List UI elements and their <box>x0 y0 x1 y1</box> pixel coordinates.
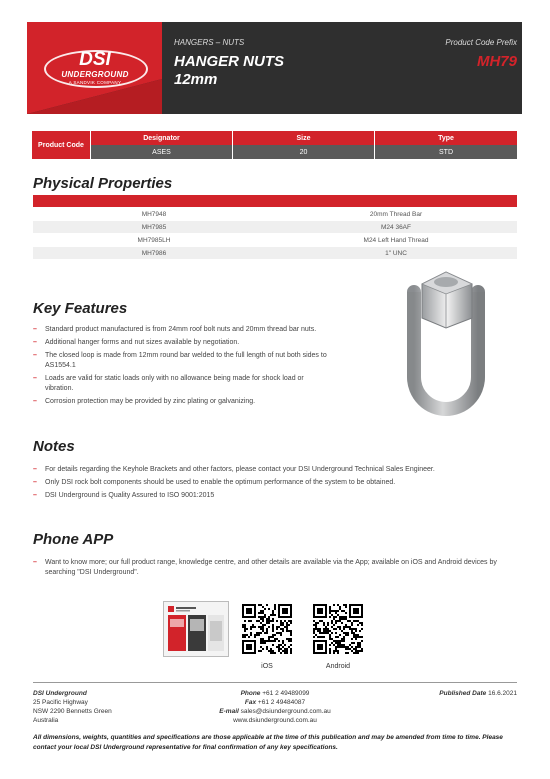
key-features-heading: Key Features <box>33 300 128 317</box>
type-value: STD <box>375 145 517 159</box>
hanger-nut-image <box>392 262 500 424</box>
android-label: Android <box>325 663 351 670</box>
footer-published <box>439 689 517 698</box>
product-title <box>174 53 284 89</box>
description-cell: 1" UNC <box>385 249 407 257</box>
notes-heading: Notes <box>33 438 75 455</box>
product-code-cell: MH7985LH <box>137 236 171 244</box>
list-item: – The closed loop is made from 12mm round bar welded to the full length of nut both sides to AS1554.1 <box>33 351 333 371</box>
physical-properties-heading: Physical Properties <box>33 175 173 192</box>
product-code-cell: MH7985 <box>141 223 167 231</box>
email-label: E-mail <box>219 708 239 715</box>
size-header: Size <box>233 131 374 145</box>
list-item: – Standard product manufactured is from 24mm roof bolt nuts and 20mm thread bar nuts. <box>33 325 333 335</box>
description-cell: M24 36AF <box>381 223 411 231</box>
list-item: – DSI Underground is Quality Assured to ISO 9001:2015 <box>33 491 523 501</box>
description-cell: M24 Left Hand Thread <box>363 236 429 244</box>
email-link[interactable]: sales@dsiunderground.com.au <box>240 708 331 715</box>
table-row <box>33 221 517 233</box>
phone-label: Phone <box>240 690 261 697</box>
notes-list <box>33 465 523 504</box>
type-header: Type <box>375 131 517 145</box>
list-item: – Only DSI rock bolt components should be used to enable the optimum performance of the system to be obtained. <box>33 478 523 488</box>
designator-header: Designator <box>91 131 232 145</box>
logo-tagline: A SANDVIK COMPANY <box>68 80 122 85</box>
ios-label: iOS <box>261 663 273 670</box>
footer-address <box>33 689 112 725</box>
product-title-line1: HANGER NUTS <box>174 53 285 70</box>
table-row <box>33 234 517 246</box>
fax-label: Fax <box>244 699 257 706</box>
list-item: – Additional hanger forms and nut sizes available by negotiation. <box>33 338 333 348</box>
ios-qr-code[interactable] <box>242 604 292 654</box>
description-cell: 20mm Thread Bar <box>369 210 423 218</box>
address-line: NSW 2290 Bennetts Green <box>33 708 112 715</box>
product-title-line2: 12mm <box>174 71 218 88</box>
android-qr-code[interactable] <box>313 604 363 654</box>
product-prefix: MH79 <box>476 53 517 70</box>
fax-number: +61 2 49484087 <box>257 699 306 706</box>
table-row <box>33 247 517 259</box>
category-label: HANGERS – NUTS <box>174 38 245 47</box>
footer-company: DSI Underground <box>33 690 87 697</box>
logo: DSI <box>79 49 111 70</box>
product-code-cell: MH7948 <box>141 210 167 218</box>
logo-subtitle: UNDERGROUND <box>61 70 129 79</box>
disclaimer: All dimensions, weights, quantities and specifications are those applicable at the time of this publication and may be amended from time to time. Please contact your local DSI Underground representative for final confirmation of any key specifications. <box>33 734 503 751</box>
list-item: – Corrosion protection may be provided by zinc plating or galvanizing. <box>33 397 333 407</box>
phone-app-heading: Phone APP <box>33 531 114 548</box>
phone-number[interactable]: +61 2 49489099 <box>262 690 310 697</box>
physical-table-header <box>33 195 517 207</box>
size-value: 20 <box>233 145 374 159</box>
published-date: 16.6.2021 <box>488 690 517 697</box>
key-features-list <box>33 325 333 410</box>
product-prefix-label: Product Code Prefix <box>445 38 517 47</box>
address-line: 25 Pacific Highway <box>33 699 88 706</box>
list-item: – Loads are valid for static loads only with no allowance being made for shock load or vibration. <box>33 374 333 394</box>
app-list <box>33 558 513 581</box>
list-item: – For details regarding the Keyhole Brackets and other factors, please contact your DSI Underground Technical Sales Engineer. <box>33 465 523 475</box>
product-code-cell: MH7986 <box>141 249 167 257</box>
table-row <box>33 208 517 220</box>
address-line: Australia <box>33 717 59 724</box>
published-label: Published Date <box>439 690 487 697</box>
designator-value: ASES <box>91 145 232 159</box>
footer-divider <box>33 682 517 683</box>
footer-contact <box>180 689 370 725</box>
app-screenshot-image[interactable] <box>163 601 229 657</box>
website-link[interactable]: www.dsiunderground.com.au <box>233 717 317 724</box>
product-code-label: Product Code <box>32 131 90 159</box>
app-description: – Want to know more; our full product range, knowledge centre, and other details are available via the App; available on iOS and Android devices by searching "DSI Underground". <box>33 558 513 578</box>
